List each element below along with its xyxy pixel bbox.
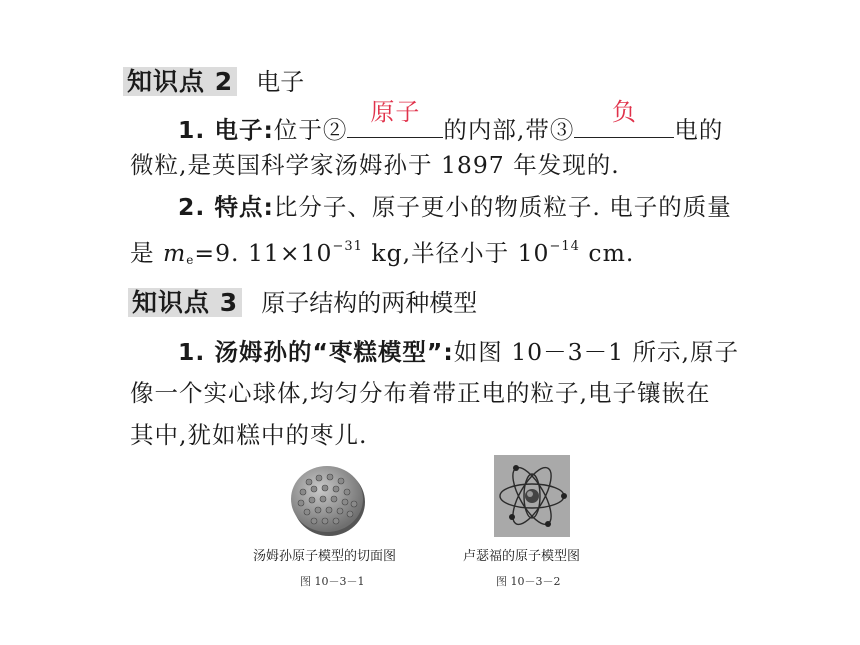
section-3-item-1-line-2: 像一个实心球体,均匀分布着带正电的粒子,电子镶嵌在 [130, 379, 711, 407]
section-3-item-1-text: 如图 10－3－1 所示,原子 [453, 338, 739, 366]
section-3-item-1-line-1 [178, 337, 739, 367]
radius-text: kg,半径小于 10 [362, 239, 550, 267]
item-1-text-b: 的内部,带③ [443, 116, 575, 144]
mass-subscript: e [186, 253, 195, 267]
figure-1-caption: 汤姆孙原子模型的切面图 [253, 549, 397, 564]
rutherford-model-image [494, 455, 570, 537]
blank-2-answer: 负 [611, 98, 637, 126]
section-3-tag: 知识点 3 [128, 288, 242, 317]
item-2-text: 比分子、原子更小的物质粒子. 电子的质量 [273, 193, 732, 221]
section-3-item-1-line-3: 其中,犹如糕中的枣儿. [130, 421, 368, 449]
figure-2-label: 图 10－3－2 [496, 575, 561, 588]
item-1-text-a: 位于② [273, 116, 348, 144]
section-2-tag: 知识点 2 [123, 67, 237, 96]
mass-symbol: m [162, 239, 187, 267]
blank-1 [347, 98, 443, 138]
blank-1-answer: 原子 [370, 98, 421, 126]
section-2-item-2-line-2 [130, 232, 634, 275]
section-3-title: 原子结构的两种模型 [261, 289, 478, 317]
mass-value: =9. 11×10 [194, 239, 333, 267]
item-2-label: 2. 特点: [178, 193, 274, 221]
section-2-item-2-line-1 [178, 192, 732, 222]
figure-2-caption: 卢瑟福的原子模型图 [463, 549, 581, 564]
radius-unit: cm. [579, 239, 635, 267]
section-2-title: 电子 [256, 68, 305, 96]
mass-exponent: −31 [332, 239, 363, 254]
section-3-item-1-label: 1. 汤姆孙的“枣糕模型”: [178, 338, 454, 366]
thomson-model-image [287, 462, 367, 538]
radius-exponent: −14 [549, 239, 580, 254]
figure-1-label: 图 10－3－1 [300, 575, 365, 588]
section-3-heading [128, 287, 477, 319]
section-2-item-1-line-2: 微粒,是英国科学家汤姆孙于 1897 年发现的. [130, 151, 620, 179]
section-2-heading [123, 66, 304, 98]
item-1-label: 1. 电子: [178, 116, 274, 144]
blank-2 [574, 98, 674, 138]
item-1-text-c: 电的 [674, 116, 724, 144]
section-2-item-1-line-1 [178, 98, 724, 145]
item-2-line-2-prefix: 是 [130, 239, 155, 267]
